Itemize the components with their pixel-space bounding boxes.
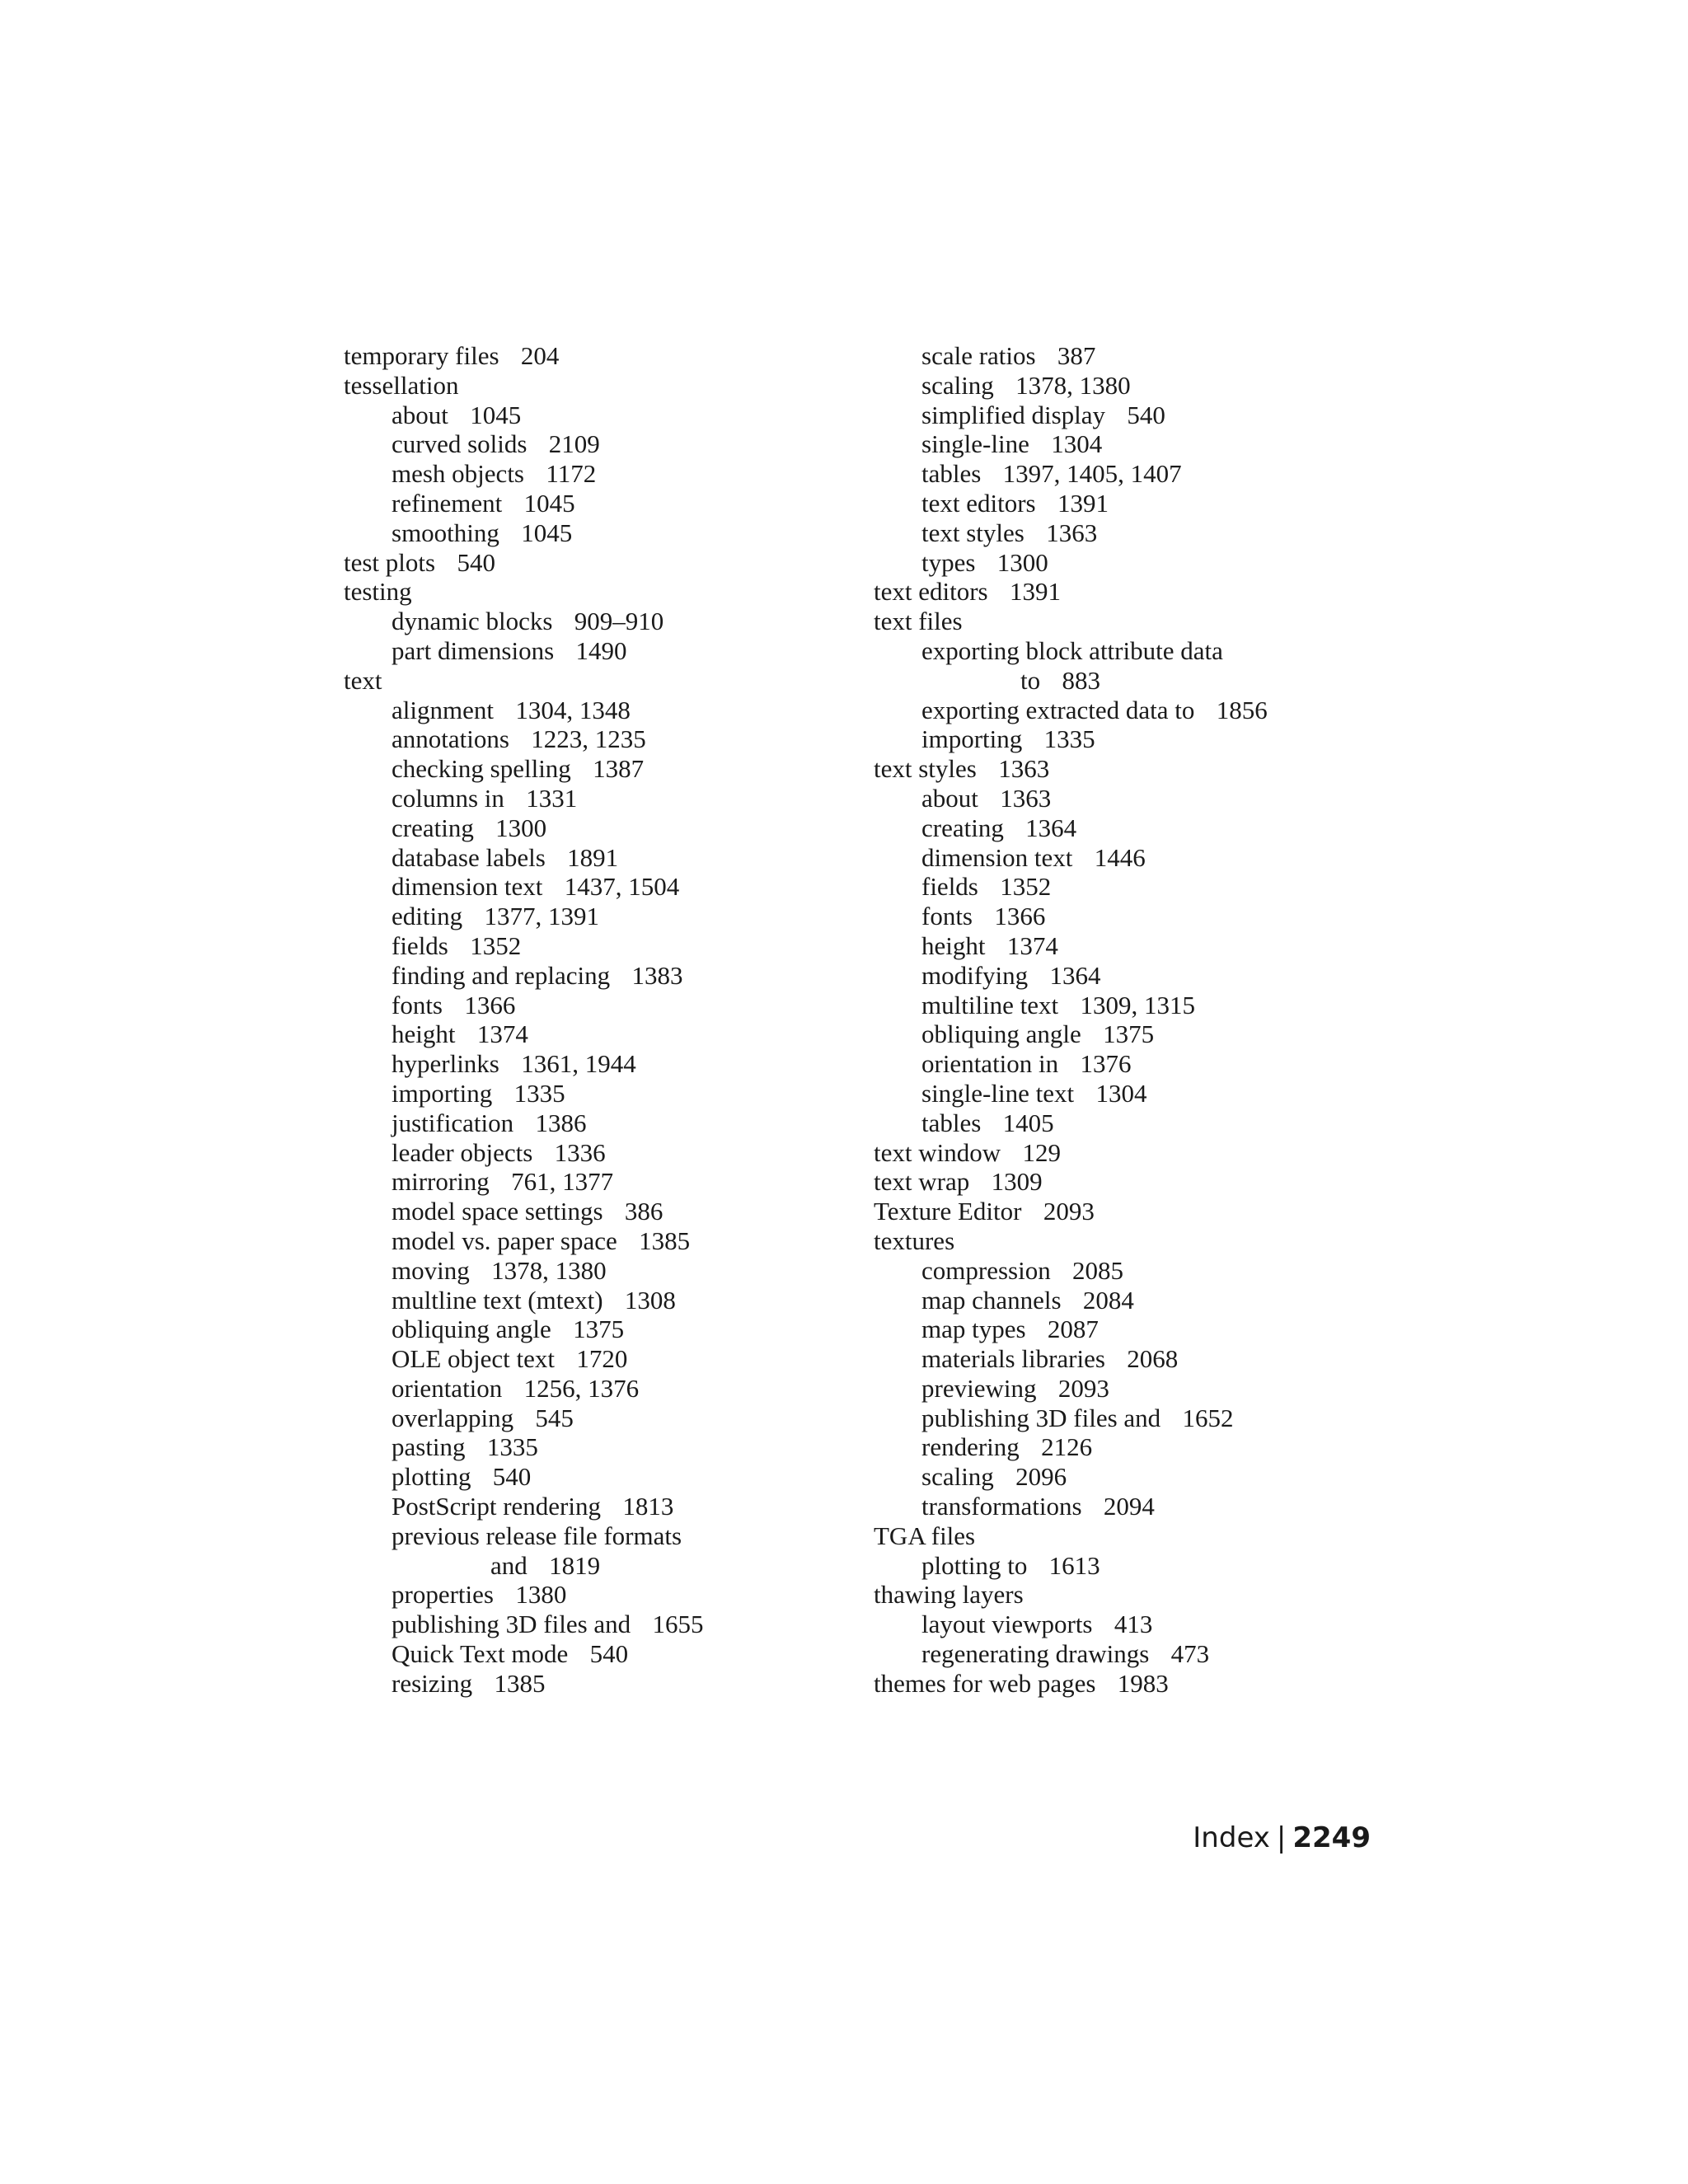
index-term: fonts [392,990,443,1019]
index-term: multiline text [921,990,1059,1019]
index-term: materials libraries [921,1344,1105,1374]
index-entry [344,991,805,1020]
index-term: importing [921,724,1023,754]
index-term: dimension text [921,842,1073,872]
index-entry [344,666,805,696]
index-page-refs: 1045 [521,518,573,547]
index-page-refs: 1375 [1103,1019,1155,1049]
index-term: TGA files [874,1521,976,1550]
index-page-refs: 1335 [513,1078,565,1108]
index-entry [344,784,805,813]
index-page-refs: 2096 [1015,1462,1067,1492]
index-term: single-line text [921,1078,1075,1108]
index-term: overlapping [392,1403,514,1432]
index-entry [344,1079,805,1108]
index-entry [344,489,805,518]
index-page-refs: 1304 [1051,429,1103,459]
index-entry [344,1167,805,1197]
index-entry [344,872,805,902]
index-page-refs: 1304 [1095,1078,1147,1108]
index-page-refs: 1437, 1504 [564,872,680,902]
index-page-refs: 1385 [494,1668,546,1698]
index-entry [344,1256,805,1286]
index-entry [874,1315,1385,1344]
index-page-refs: 204 [520,341,560,370]
index-entry [344,902,805,931]
index-term: hyperlinks [392,1049,499,1079]
index-page-refs: 1045 [523,488,575,518]
index-entry [874,371,1385,401]
index-page-refs: 1391 [1057,488,1109,518]
index-column-left [344,341,805,1699]
index-page-refs: 883 [1062,665,1100,695]
index-entry [874,754,1385,784]
index-page-refs: 1378, 1380 [1015,370,1131,400]
index-entry [344,1374,805,1404]
index-page-refs: 1364 [1049,960,1101,990]
index-page-refs: 2126 [1041,1432,1093,1462]
index-term: rendering [921,1432,1020,1462]
index-term: text editors [874,577,988,607]
index-term: text files [874,607,963,636]
index-term: and [490,1550,528,1580]
index-page-refs: 1304, 1348 [515,695,631,724]
index-entry [344,754,805,784]
index-term: about [921,783,978,813]
index-page-refs: 1405 [1002,1108,1054,1137]
index-term: text wrap [874,1167,970,1197]
index-term: simplified display [921,400,1106,429]
index-entry [344,961,805,991]
index-page-refs: 2087 [1047,1315,1099,1344]
index-entry [874,577,1385,607]
index-term: PostScript rendering [392,1492,601,1521]
index-page-refs: 540 [457,547,495,577]
index-page-refs: 1309 [991,1167,1043,1197]
index-entry [874,666,1385,696]
index-page-refs: 1256, 1376 [523,1373,640,1403]
index-term: orientation in [921,1049,1059,1079]
index-term: obliquing angle [921,1019,1081,1049]
index-term: text [344,665,382,695]
index-term: to [1020,665,1041,695]
index-entry [874,1374,1385,1404]
index-entry [344,1521,805,1551]
footer-page-number: 2249 [1292,1821,1371,1854]
index-entry [344,1049,805,1079]
index-page-refs: 1361, 1944 [521,1049,636,1079]
index-term: annotations [392,724,509,754]
index-page-refs: 1383 [631,960,683,990]
index-entry [344,1315,805,1344]
index-page-refs: 2084 [1082,1285,1134,1315]
index-term: test plots [344,547,436,577]
index-term: smoothing [392,518,499,547]
index-page-refs: 1380 [515,1580,567,1610]
index-entry [874,1197,1385,1226]
index-entry [344,341,805,371]
index-page-refs: 387 [1057,341,1096,370]
index-page-refs: 540 [589,1639,629,1669]
index-entry [344,607,805,636]
index-page-refs: 1374 [1006,930,1058,960]
index-entry [344,401,805,430]
index-term: publishing 3D files and [921,1403,1161,1432]
index-entry [874,991,1385,1020]
index-page-refs: 473 [1170,1639,1210,1669]
index-term: fields [392,930,448,960]
index-page-refs: 1490 [575,635,627,665]
index-entry [344,636,805,666]
index-entry [344,1344,805,1374]
index-term: scale ratios [921,341,1036,370]
index-entry [344,1138,805,1168]
index-page-refs: 413 [1114,1610,1153,1639]
index-term: height [921,930,986,960]
index-entry [344,1432,805,1462]
index-entry [874,518,1385,548]
index-term: fields [921,872,978,902]
index-term: pasting [392,1432,466,1462]
index-page-refs: 1300 [495,813,547,842]
index-entry [344,1669,805,1699]
index-term: resizing [392,1668,473,1698]
index-term: layout viewports [921,1610,1093,1639]
index-term: about [392,400,448,429]
index-term: columns in [392,783,504,813]
index-page-refs: 1376 [1080,1049,1132,1079]
index-page-refs: 1446 [1094,842,1146,872]
index-page-refs: 1366 [994,902,1046,931]
index-entry [344,429,805,459]
index-page-refs: 1223, 1235 [531,724,646,754]
index-page-refs: 1335 [486,1432,538,1462]
index-term: exporting block attribute data [921,635,1223,665]
index-term: part dimensions [392,635,555,665]
index-entry [344,813,805,843]
index-page-refs: 1386 [535,1108,587,1137]
index-page-refs: 1856 [1216,695,1268,724]
index-term: compression [921,1255,1051,1285]
index-page-refs: 2068 [1127,1344,1179,1374]
index-entry [344,459,805,489]
index-entry [344,1580,805,1610]
index-entry [874,784,1385,813]
index-entry [874,1019,1385,1049]
index-entry [874,401,1385,430]
index-term: text styles [921,518,1025,547]
index-entry [344,1492,805,1521]
index-page-refs: 1364 [1025,813,1077,842]
index-term: scaling [921,370,994,400]
index-term: properties [392,1580,494,1610]
index-term: leader objects [392,1137,533,1167]
index-term: scaling [921,1462,994,1492]
index-entry [344,1551,805,1581]
index-page-refs: 2093 [1057,1373,1109,1403]
index-term: mesh objects [392,459,524,489]
index-page-refs: 1378, 1380 [491,1255,607,1285]
index-entry [344,1639,805,1669]
index-term: curved solids [392,429,528,459]
index-term: transformations [921,1492,1082,1521]
index-term: tables [921,1108,982,1137]
index-page-refs: 1331 [526,783,578,813]
index-term: multline text (mtext) [392,1285,603,1315]
index-entry [874,341,1385,371]
index-entry [344,724,805,754]
index-entry [874,1344,1385,1374]
index-term: database labels [392,842,546,872]
index-entry [874,931,1385,961]
index-page-refs: 1385 [639,1226,691,1255]
index-page-refs: 761, 1377 [511,1167,614,1197]
index-entry [344,1197,805,1226]
index-page-refs: 1652 [1182,1403,1234,1432]
page-footer [1193,1821,1371,1854]
index-term: themes for web pages [874,1668,1096,1698]
index-entry [344,1108,805,1138]
index-term: temporary files [344,341,499,370]
index-entry [344,696,805,725]
index-term: publishing 3D files and [392,1610,631,1639]
index-entry [874,636,1385,666]
index-term: plotting to [921,1550,1028,1580]
index-page-refs: 1377, 1391 [484,902,599,931]
index-entry [874,1108,1385,1138]
index-page-refs: 1891 [567,842,619,872]
index-entry [874,429,1385,459]
index-page-refs: 1655 [652,1610,704,1639]
index-term: finding and replacing [392,960,611,990]
index-page-refs: 1335 [1043,724,1095,754]
index-term: thawing layers [874,1580,1024,1610]
index-term: orientation [392,1373,503,1403]
index-column-right [874,341,1385,1699]
index-entry [874,813,1385,843]
index-page-refs: 909–910 [574,607,664,636]
index-entry [344,518,805,548]
index-entry [344,931,805,961]
index-term: creating [392,813,474,842]
index-entry [874,1286,1385,1315]
index-entry [344,577,805,607]
index-term: modifying [921,960,1029,990]
index-page-refs: 1363 [1046,518,1098,547]
index-entry [344,1610,805,1639]
index-entry [874,1079,1385,1108]
index-entry [344,1462,805,1492]
index-term: exporting extracted data to [921,695,1195,724]
index-entry [874,843,1385,873]
index-entry [874,1610,1385,1639]
index-term: previous release file formats [392,1521,682,1550]
index-entry [874,548,1385,578]
index-page-refs: 1366 [464,990,516,1019]
index-page-refs: 1391 [1009,577,1061,607]
index-term: refinement [392,488,503,518]
index-page-refs: 1336 [554,1137,606,1167]
index-term: OLE object text [392,1344,555,1374]
index-term: text window [874,1137,1001,1167]
index-term: regenerating drawings [921,1639,1150,1669]
index-entry [874,1226,1385,1256]
index-entry [874,459,1385,489]
index-entry [874,1639,1385,1669]
index-page-refs: 1300 [996,547,1048,577]
index-term: creating [921,813,1004,842]
index-term: height [392,1019,456,1049]
index-entry [874,1049,1385,1079]
index-term: dynamic blocks [392,607,553,636]
index-term: types [921,547,976,577]
index-term: testing [344,577,412,607]
index-entry [874,1580,1385,1610]
index-entry [344,1286,805,1315]
index-entry [874,1669,1385,1699]
index-page-refs: 1045 [470,400,522,429]
index-term: single-line [921,429,1029,459]
index-entry [874,1256,1385,1286]
footer-separator: | [1276,1821,1287,1854]
index-page-refs: 540 [492,1462,532,1492]
index-page-refs: 2094 [1103,1492,1155,1521]
index-entry [874,724,1385,754]
index-term: map types [921,1315,1026,1344]
index-page-refs: 1309, 1315 [1080,990,1196,1019]
index-page-refs: 2109 [548,429,600,459]
index-page-refs: 1363 [1000,783,1052,813]
index-entry [874,1462,1385,1492]
index-entry [344,1226,805,1256]
index-entry [874,489,1385,518]
index-entry [874,961,1385,991]
index-term: text editors [921,488,1036,518]
index-entry [874,696,1385,725]
index-term: checking spelling [392,754,571,784]
index-entry [874,607,1385,636]
index-term: mirroring [392,1167,490,1197]
index-term: Quick Text mode [392,1639,569,1669]
index-page-refs: 540 [1127,400,1165,429]
index-entry [344,548,805,578]
index-page-refs: 1819 [549,1550,601,1580]
index-page-refs: 1983 [1117,1668,1169,1698]
index-page-refs: 1352 [1000,872,1052,902]
index-term: importing [392,1078,493,1108]
index-page-refs: 129 [1022,1137,1061,1167]
index-page-refs: 1613 [1048,1550,1100,1580]
index-page-refs: 1720 [576,1344,628,1374]
index-term: map channels [921,1285,1062,1315]
index-page-refs: 386 [624,1197,663,1226]
index-page-refs: 545 [535,1403,574,1432]
index-term: plotting [392,1462,471,1492]
index-entry [344,371,805,401]
index-page-refs: 1308 [624,1285,676,1315]
index-term: textures [874,1226,955,1255]
index-page-refs: 1363 [998,754,1050,784]
index-entry [344,1019,805,1049]
index-page-refs: 1375 [573,1315,625,1344]
index-page-refs: 2085 [1072,1255,1124,1285]
index-page-refs: 1172 [546,459,597,489]
footer-section-label: Index [1193,1821,1270,1854]
index-term: model vs. paper space [392,1226,617,1255]
index-term: Texture Editor [874,1197,1022,1226]
index-page-refs: 1374 [476,1019,528,1049]
index-term: tessellation [344,370,459,400]
index-term: justification [392,1108,514,1137]
index-entry [874,872,1385,902]
index-entry [344,1404,805,1433]
index-entry [874,1521,1385,1551]
index-term: editing [392,902,463,931]
index-term: moving [392,1255,470,1285]
index-page-refs: 1352 [470,930,522,960]
index-term: dimension text [392,872,543,902]
index-entry [874,1138,1385,1168]
index-entry [874,1404,1385,1433]
index-entry [874,1551,1385,1581]
index-entry [874,1432,1385,1462]
index-term: model space settings [392,1197,603,1226]
index-page-refs: 1397, 1405, 1407 [1002,459,1182,489]
index-term: tables [921,459,982,489]
index-term: alignment [392,695,494,724]
index-entry [874,902,1385,931]
index-entry [344,843,805,873]
index-entry [874,1492,1385,1521]
index-term: previewing [921,1373,1037,1403]
index-page-refs: 1813 [622,1492,674,1521]
index-page-refs: 2093 [1043,1197,1095,1226]
index-page-refs: 1387 [593,754,645,784]
index-term: text styles [874,754,977,784]
index-term: fonts [921,902,973,931]
index-term: obliquing angle [392,1315,551,1344]
index-entry [874,1167,1385,1197]
